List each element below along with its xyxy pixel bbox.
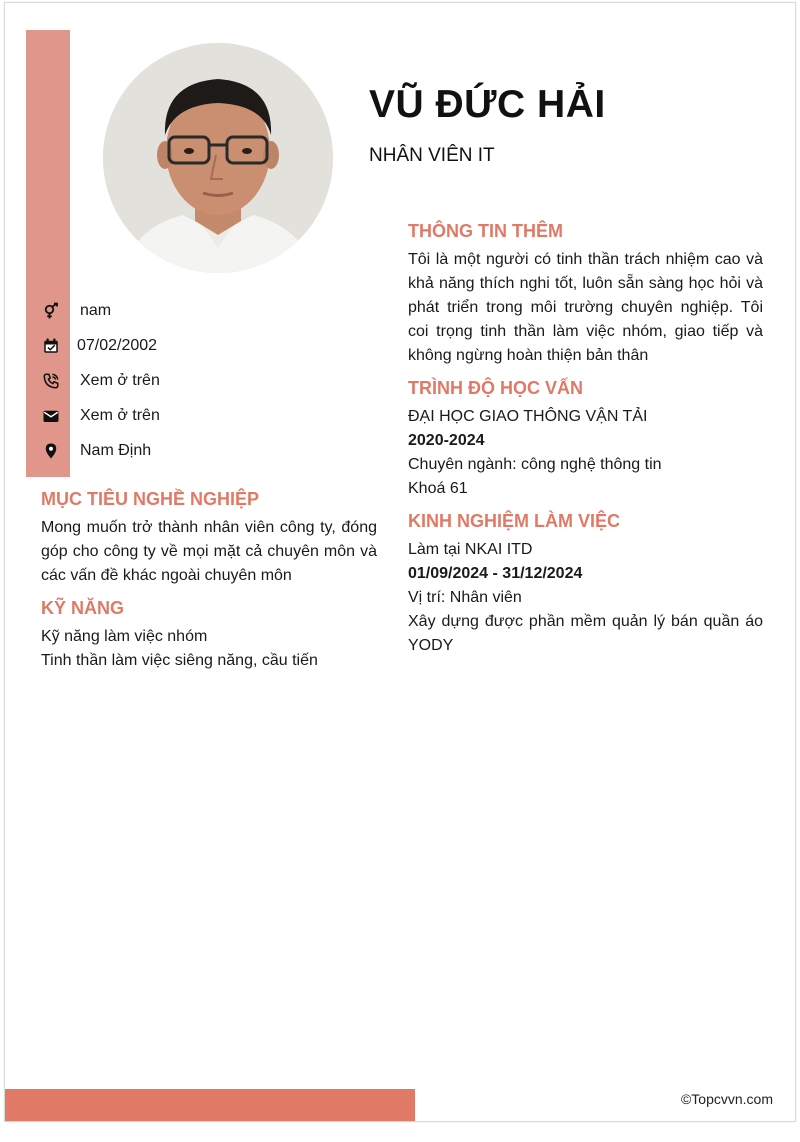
gender-icon bbox=[41, 301, 61, 321]
email-icon bbox=[41, 406, 61, 426]
about-title: THÔNG TIN THÊM bbox=[408, 221, 563, 241]
candidate-job-title: NHÂN VIÊN IT bbox=[369, 145, 495, 166]
education-school: ĐẠI HỌC GIAO THÔNG VẬN TẢI bbox=[408, 408, 648, 425]
contact-phone bbox=[41, 363, 341, 398]
profile-photo bbox=[103, 43, 333, 273]
experience-company: Làm tại NKAI ITD bbox=[408, 541, 533, 558]
candidate-name: VŨ ĐỨC HẢI bbox=[369, 83, 606, 126]
contact-address bbox=[41, 433, 341, 468]
objective-text: Mong muốn trở thành nhân viên công ty, đóng góp cho công ty về mọi mặt cả chuyên môn và các vấn đề khác ngoài chuyên môn bbox=[41, 519, 377, 584]
contact-gender-value: nam bbox=[80, 301, 112, 319]
contact-address-value: Nam Định bbox=[80, 441, 152, 459]
education-title: TRÌNH ĐỘ HỌC VẤN bbox=[408, 378, 583, 398]
about-section bbox=[408, 221, 763, 368]
contact-list bbox=[41, 293, 341, 468]
contact-birthday bbox=[41, 328, 341, 363]
cv-page bbox=[4, 2, 796, 1122]
skill-item: Kỹ năng làm việc nhóm bbox=[41, 628, 208, 645]
left-column bbox=[41, 489, 377, 683]
experience-section bbox=[408, 511, 763, 658]
calendar-icon bbox=[41, 336, 61, 356]
footer-accent-bar bbox=[5, 1089, 415, 1121]
phone-icon bbox=[41, 371, 61, 391]
contact-email bbox=[41, 398, 341, 433]
objective-section bbox=[41, 489, 377, 588]
education-section bbox=[408, 378, 763, 501]
skill-item: Tinh thần làm việc siêng năng, cầu tiến bbox=[41, 652, 318, 669]
education-cohort: Khoá 61 bbox=[408, 480, 468, 497]
about-text: Tôi là một người có tinh thần trách nhiệm cao và khả năng thích nghi tốt, luôn sẵn sàng học hỏi và phát triển trong môi trường chuyên nghiệp. Tôi coi trọng tinh thần làm việc nhóm, giao tiếp và không ngừng hoàn thiện bản thân bbox=[408, 251, 763, 364]
education-period: 2020-2024 bbox=[408, 432, 485, 449]
contact-phone-value: Xem ở trên bbox=[80, 371, 160, 389]
experience-period: 01/09/2024 - 31/12/2024 bbox=[408, 565, 583, 582]
skills-section bbox=[41, 598, 377, 673]
location-icon bbox=[41, 441, 61, 461]
experience-position: Vị trí: Nhân viên bbox=[408, 589, 522, 606]
contact-gender bbox=[41, 293, 341, 328]
right-column bbox=[408, 221, 763, 668]
experience-description: Xây dựng được phần mềm quản lý bán quần áo YODY bbox=[408, 613, 763, 654]
contact-birthday-value: 07/02/2002 bbox=[77, 336, 158, 354]
education-major: Chuyên ngành: công nghệ thông tin bbox=[408, 456, 662, 473]
contact-email-value: Xem ở trên bbox=[80, 406, 160, 424]
objective-title: MỤC TIÊU NGHỀ NGHIỆP bbox=[41, 489, 260, 509]
skills-title: KỸ NĂNG bbox=[41, 598, 125, 618]
footer-brand: ©Topcvvn.com bbox=[680, 1091, 773, 1107]
profile-photo-illustration bbox=[103, 43, 333, 273]
experience-title: KINH NGHIỆM LÀM VIỆC bbox=[408, 511, 621, 531]
